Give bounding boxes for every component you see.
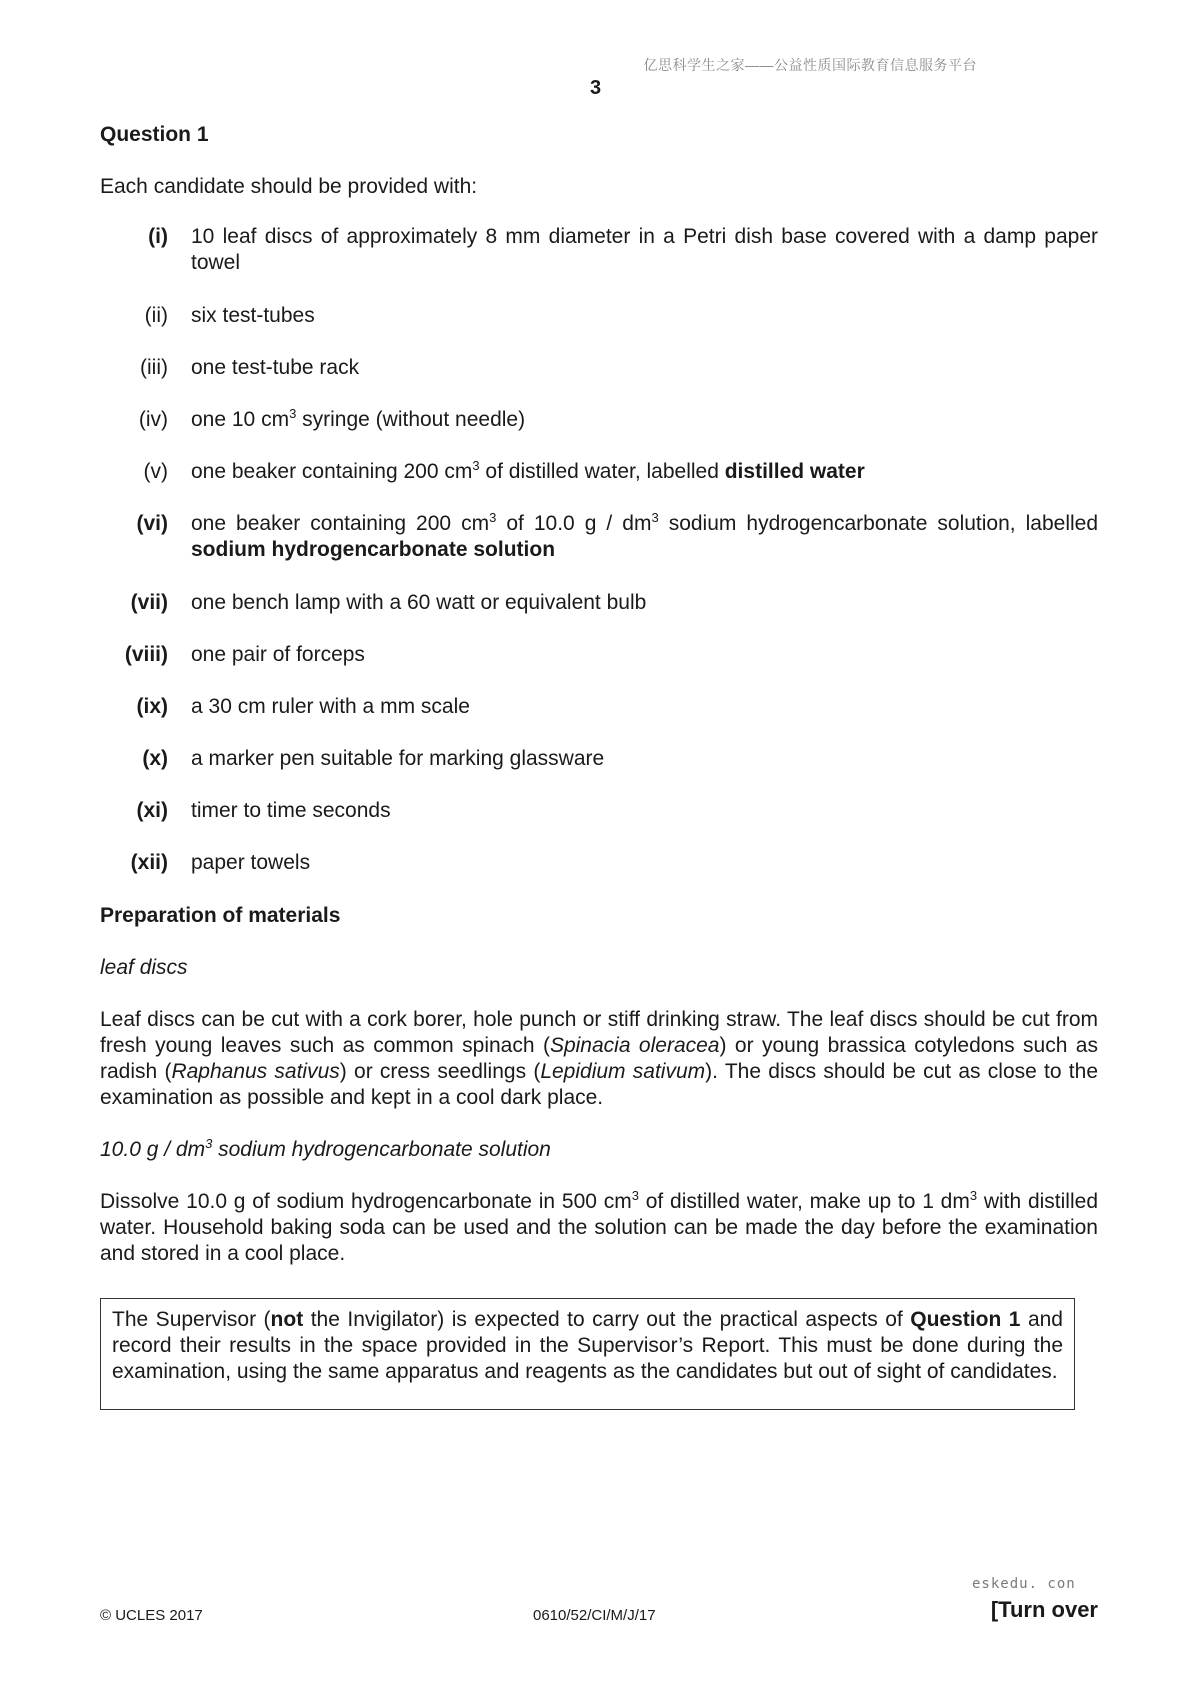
item-text: one beaker containing 200 $cm^3$ of 10.0 g / $dm^3$ sodium hydrogencarbonate solution, labelled sodium hydrogencarbonate solution — [191, 510, 1099, 561]
footer-copyright: © UCLES 2017 — [100, 1607, 203, 1624]
item-text: one test-tube rack — [191, 356, 360, 379]
item-text: one bench lamp with a 60 watt or equivalent bulb — [191, 591, 647, 614]
supervisor-notice-box: The Supervisor (not the Invigilator) is expected to carry out the practical aspects of Question 1 and record their results in the space provided in the Supervisor’s Report. This must be done during the examination, using the same apparatus and reagents as the candidates but out of sight of candidates. — [100, 1298, 1075, 1410]
item-number: (iv) — [138, 408, 168, 431]
leaf-discs-heading: leaf discs — [100, 956, 188, 979]
item-number: (viii) — [124, 643, 168, 666]
item-text: a marker pen suitable for marking glassware — [191, 747, 605, 770]
item-number: (v) — [143, 460, 168, 483]
question-intro: Each candidate should be provided with: — [100, 175, 478, 198]
item-text: a 30 cm ruler with a mm scale — [191, 695, 470, 718]
footer-watermark: eskedu. con — [972, 1576, 1076, 1592]
item-text: timer to time seconds — [191, 799, 391, 822]
item-number: (i) — [148, 225, 168, 248]
turn-over-label: [Turn over — [990, 1597, 1098, 1622]
item-text: one 10 $cm^3$ syringe (without needle) — [191, 406, 526, 431]
item-text: one pair of forceps — [191, 643, 365, 666]
item-text: 10 leaf discs of approximately 8 mm diameter in a Petri dish base covered with a damp paper towel — [191, 225, 1098, 274]
question-title: Question 1 — [100, 123, 209, 146]
solution-heading: 10.0 g / $dm^3$ sodium hydrogencarbonate solution — [100, 1136, 551, 1161]
item-number: (xii) — [130, 851, 168, 874]
solution-paragraph: Dissolve 10.0 g of sodium hydrogencarbonate in 500 $cm^3$ of distilled water, make up to 1 $dm^3$ with distilled water. Household baking soda can be used and the solution can be made the day before the examination and stored in a cool place. — [100, 1188, 1098, 1265]
item-number: (ix) — [136, 695, 168, 718]
preparation-title: Preparation of materials — [100, 904, 341, 927]
item-text: paper towels — [191, 851, 311, 874]
item-text: six test-tubes — [191, 304, 315, 327]
item-number: (ii) — [144, 304, 168, 327]
footer-paper-code: 0610/52/CI/M/J/17 — [533, 1607, 656, 1624]
item-number: (x) — [142, 747, 168, 770]
item-number: (vi) — [136, 512, 168, 535]
item-number: (iii) — [140, 356, 168, 379]
item-text: one beaker containing 200 $cm^3$ of distilled water, labelled distilled water — [191, 458, 865, 483]
item-number: (xi) — [136, 799, 168, 822]
leaf-discs-paragraph: Leaf discs can be cut with a cork borer, hole punch or stiff drinking straw. The leaf discs should be cut from fresh young leaves such as common spinach (Spinacia oleracea) or young brassica cotyledons such as radish (Raphanus sativus) or cress seedlings (Lepidium sativum). The discs should be cut as close to the examination as possible and kept in a cool dark place. — [100, 1008, 1099, 1109]
header-watermark: 亿思科学生之家——公益性质国际教育信息服务平台 — [643, 57, 977, 73]
item-number: (vii) — [130, 591, 168, 614]
page-number: 3 — [589, 77, 602, 99]
